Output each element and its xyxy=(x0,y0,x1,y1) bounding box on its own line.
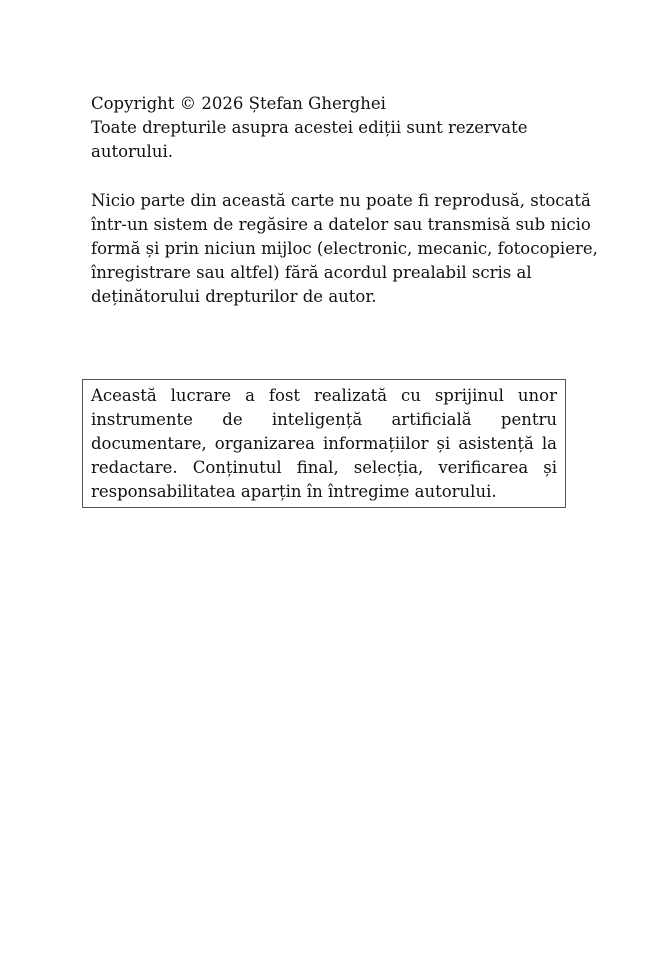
ai-disclosure-text: Această lucrare a fost realizată cu sprijinul unor instrumente de inteligență artificială pentru documentare, organizarea informațiilor și asistență la redactare. Conținutul final, selecția, verificarea și responsabilitatea aparțin în întregime autorului. xyxy=(91,386,557,501)
reproduction-notice-line: deținătorului drepturilor de autor. xyxy=(91,287,377,306)
reproduction-notice-line: formă și prin niciun mijloc (electronic, mecanic, fotocopiere, xyxy=(91,239,598,258)
reproduction-notice-line: înregistrare sau altfel) fără acordul prealabil scris al xyxy=(91,263,532,282)
copyright-line: Copyright © 2026 Ștefan Gherghei xyxy=(91,94,386,113)
reproduction-notice-line: Nicio parte din această carte nu poate fi reprodusă, stocată xyxy=(91,191,591,210)
copyright-statement xyxy=(91,92,571,164)
reproduction-notice xyxy=(91,189,598,309)
ai-disclosure-box xyxy=(82,379,566,508)
reproduction-notice-line: într-un sistem de regăsire a datelor sau transmisă sub nicio xyxy=(91,215,591,234)
rights-reserved-line-end: autorului. xyxy=(91,142,173,161)
rights-reserved-line: Toate drepturile asupra acestei ediții sunt rezervate xyxy=(91,118,528,137)
